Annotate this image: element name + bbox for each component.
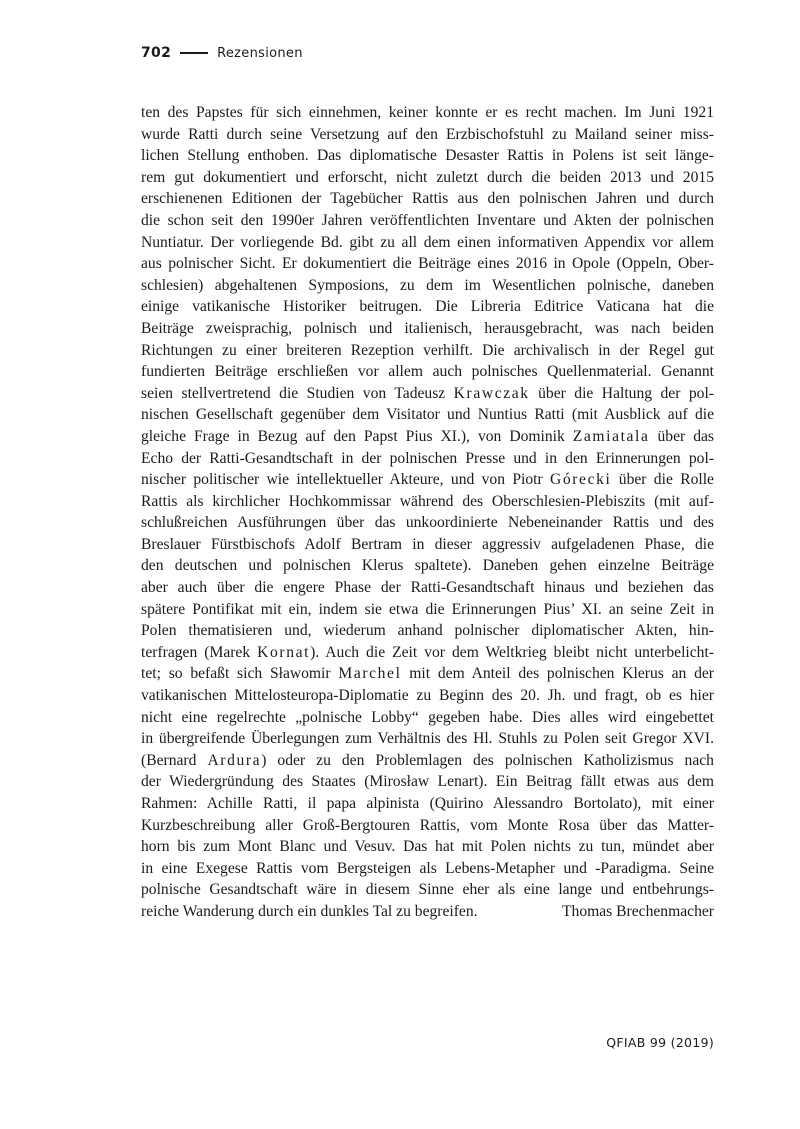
text-line: [141, 642, 714, 664]
text-line: den deutschen und polnischen Klerus spaltete). Daneben gehen einzelne Beiträge: [141, 557, 714, 575]
text-fragment: tet; so befaßt sich Sławomir: [141, 665, 339, 683]
reviewer-signature: Thomas Brechenmacher: [562, 902, 714, 920]
text-line: Breslauer Fürstbischofs Adolf Bertram in dieser aggressiv aufgeladenen Phase, die: [141, 535, 714, 553]
text-line: [141, 750, 714, 772]
text-line: [141, 426, 714, 448]
author-name-ardura: Ardura: [207, 751, 262, 769]
text-line: nischen Gesellschaft gegenüber dem Visitator und Nuntius Ratti (mit Ausblick auf die: [141, 406, 714, 424]
journal-footer: QFIAB 99 (2019): [606, 1035, 714, 1050]
text-line: polnische Gesandtschaft wäre in diesem Sinne eher als eine lange und entbehrungs-: [141, 881, 714, 899]
closing-line: [141, 901, 714, 923]
text-fragment: (Bernard: [141, 751, 208, 769]
text-line: die schon seit den 1990er Jahren veröffentlichten Inventare und Akten der polnischen: [141, 211, 714, 229]
author-name-gorecki: Górecki: [550, 471, 612, 489]
text-line: in übergreifende Überlegungen zum Verhältnis des Hl. Stuhls zu Polen seit Gregor XVI.: [141, 730, 714, 748]
text-line: vatikanischen Mittelosteuropa-Diplomatie zu Beginn des 20. Jh. und fragt, ob es hier: [141, 687, 714, 705]
text-line: Rahmen: Achille Ratti, il papa alpinista (Quirino Alessandro Bortolato), mit einer: [141, 795, 714, 812]
text-fragment: über die Rolle: [611, 471, 714, 489]
text-line: Echo der Ratti-Gesandtschaft in der polnischen Presse und in den Erinnerungen pol-: [141, 449, 714, 467]
text-line: [141, 469, 714, 491]
text-line: der Wiedergründung des Staates (Mirosław Lenart). Ein Beitrag fällt etwas aus dem: [141, 773, 714, 791]
text-fragment: gleiche Frage in Bezug auf den Papst Pius XI.), von Dominik: [141, 427, 573, 445]
text-line: Nuntiatur. Der vorliegende Bd. gibt zu all dem einen informativen Appendix vor allem: [141, 233, 714, 251]
text-line: [141, 663, 714, 685]
text-line: rem gut dokumentiert und erforscht, nicht zuletzt durch die beiden 2013 und 2015: [141, 168, 714, 186]
page-number: 702: [141, 45, 172, 61]
text-fragment: terfragen (Marek: [141, 643, 258, 661]
text-line: [141, 383, 714, 405]
text-line: nicht eine regelrechte „polnische Lobby“ gegeben habe. Dies alles wird eingebettet: [141, 708, 714, 726]
text-fragment: ) oder zu den Problemlagen des polnischen Katholizismus nach: [261, 751, 714, 769]
text-line: aber auch über die engere Phase der Ratti-Gesandtschaft hinaus und beziehen das: [141, 579, 714, 597]
author-name-marchel: Marchel: [338, 665, 402, 683]
text-line: einige vatikanische Historiker beitrugen. Die Libreria Editrice Vaticana hat die: [141, 298, 714, 316]
text-line: horn bis zum Mont Blanc und Vesuv. Das hat mit Polen nichts zu tun, mündet aber: [141, 838, 714, 856]
text-line: Rattis als kirchlicher Hochkommissar während des Oberschlesien-Plebiszits (mit auf-: [141, 492, 714, 510]
header-rule: [180, 52, 208, 54]
author-name-kornat: Kornat: [257, 643, 311, 661]
text-fragment: seien stellvertretend die Studien von Tadeusz: [141, 384, 454, 402]
running-head: [141, 42, 303, 64]
text-line: Polen thematisieren und, wiederum anhand polnischer diplomatischer Akten, hin-: [141, 622, 714, 640]
text-line: Beiträge zweisprachig, polnisch und italienisch, herausgebracht, was nach beiden: [141, 319, 714, 337]
author-name-zamiatala: Zamiatala: [572, 427, 650, 445]
text-line: schlußreichen Ausführungen über das unkoordinierte Nebeneinander Rattis und des: [141, 514, 714, 532]
author-name-krawczak: Krawczak: [453, 384, 530, 402]
text-line: Richtungen zu einer breiteren Rezeption verhilft. Die archivalisch in der Regel gut: [141, 341, 714, 359]
text-line: aus polnischer Sicht. Er dokumentiert die Beiträge eines 2016 in Opole (Oppeln, Ober-: [141, 255, 714, 273]
text-line: Kurzbeschreibung aller Groß-Bergtouren Rattis, vom Monte Rosa über das Matter-: [141, 816, 714, 834]
text-fragment: ). Auch die Zeit vor dem Weltkrieg bleibt nicht unterbelicht-: [310, 643, 714, 661]
text-line: erschienenen Editionen der Tagebücher Rattis aus den polnischen Jahren und durch: [141, 190, 714, 208]
text-fragment: über das: [649, 427, 714, 445]
review-body: [141, 102, 714, 923]
text-line: in eine Exegese Rattis vom Bergsteigen als Lebens-Metapher und -Paradigma. Seine: [141, 859, 714, 877]
text-fragment: über die Haltung der pol-: [529, 384, 714, 402]
text-line: fundierten Beiträge erschließen vor allem auch polnisches Quellenmaterial. Genannt: [141, 363, 714, 381]
text-line: schlesien) abgehaltenen Symposions, zu dem im Wesentlichen polnische, daneben: [141, 276, 714, 294]
text-line: lichen Stellung enthoben. Das diplomatische Desaster Rattis in Polens ist seit länge-: [141, 147, 714, 165]
text-line: wurde Ratti durch seine Versetzung auf den Erzbischofstuhl zu Mailand seiner miss-: [141, 125, 714, 143]
text-fragment: nischer politischer wie intellektueller Akteure, und von Piotr: [141, 471, 550, 489]
text-fragment: mit dem Anteil des polnischen Klerus an der: [401, 665, 714, 683]
text-line: reiche Wanderung durch ein dunkles Tal zu begreifen.: [141, 902, 478, 920]
text-line: ten des Papstes für sich einnehmen, keiner konnte er es recht machen. Im Juni 1921: [141, 104, 714, 121]
text-line: spätere Pontifikat mit ein, indem sie etwa die Erinnerungen Pius’ XI. an seine Zeit in: [141, 600, 714, 618]
section-title: Rezensionen: [217, 45, 303, 61]
